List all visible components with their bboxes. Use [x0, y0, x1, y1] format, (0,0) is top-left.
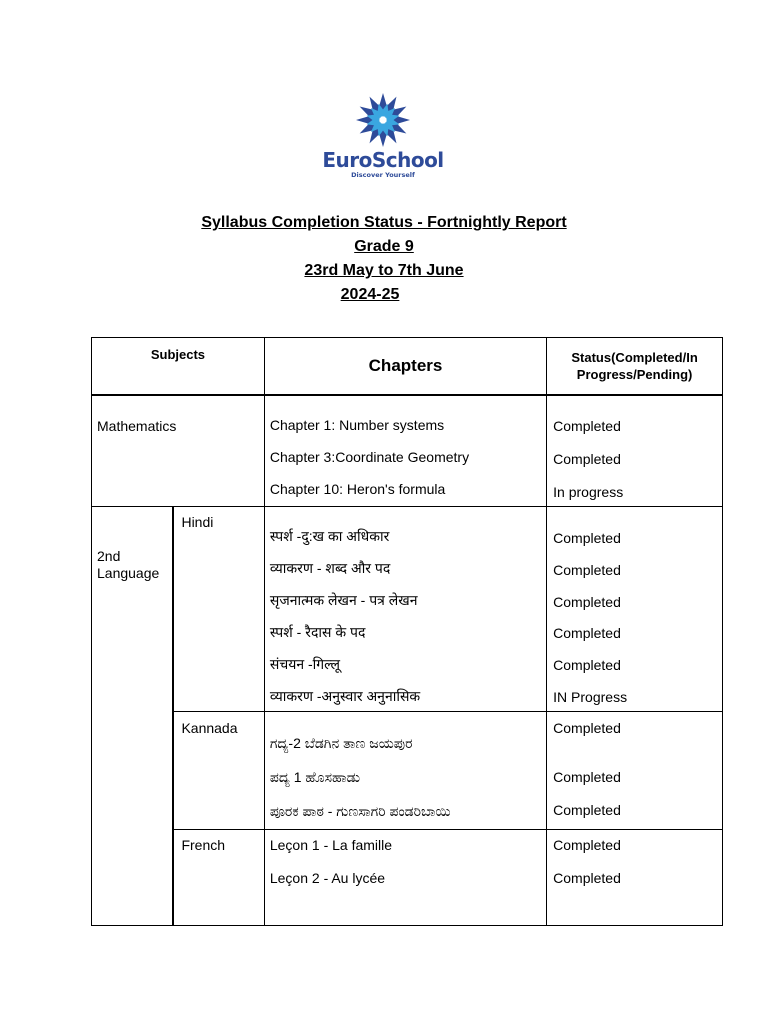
- report-year: 2024-25: [340, 286, 400, 303]
- status-text: Completed: [553, 451, 621, 467]
- status-text: Completed: [553, 769, 621, 785]
- status-text: Completed: [553, 657, 621, 673]
- status-cell: [547, 712, 723, 830]
- chapters-cell: [264, 712, 546, 830]
- language-french: French: [181, 837, 226, 853]
- list-item: Chapter 3:Coordinate Geometry: [269, 449, 470, 465]
- language-cell: [173, 830, 264, 926]
- table-row: [92, 507, 723, 712]
- table-row: [92, 830, 723, 926]
- status-text: Completed: [553, 720, 621, 736]
- euroschool-logo: [318, 92, 448, 187]
- list-item: ಗದ್ಯ-2 ಬೆಡಗಿನ ತಾಣ ಜಯಪುರ: [269, 735, 413, 751]
- list-item: व्याकरण -अनुस्वार अनुनासिक: [269, 688, 421, 704]
- report-period: 23rd May to 7th June: [304, 262, 464, 279]
- chapters-cell: [264, 830, 546, 926]
- status-text: Completed: [553, 625, 621, 641]
- report-title: Syllabus Completion Status - Fortnightly Report: [201, 214, 567, 231]
- header-status: [547, 338, 723, 396]
- logo-tagline: Discover Yourself: [351, 171, 415, 179]
- list-item: Chapter 1: Number systems: [269, 417, 445, 433]
- language-cell: [173, 507, 264, 712]
- second-language-label-1: 2nd: [97, 548, 121, 564]
- subject-cell: [92, 395, 265, 507]
- syllabus-table: [91, 337, 723, 926]
- second-language-cell: [92, 507, 174, 926]
- language-hindi: Hindi: [181, 514, 214, 530]
- status-cell: [547, 830, 723, 926]
- logo-brand-name: EuroSchool: [322, 148, 444, 172]
- subject-mathematics: Mathematics: [97, 418, 177, 434]
- star-flower-icon: [353, 92, 413, 148]
- header-subjects: Subjects: [92, 338, 265, 396]
- status-cell: [547, 395, 723, 507]
- status-text: Completed: [553, 802, 621, 818]
- list-item: ಪೂರಕ ಪಾಠ - ಗುಣಸಾಗರಿ ಪಂಡರಿಬಾಯಿ: [269, 803, 451, 819]
- status-text: Completed: [553, 562, 621, 578]
- list-item: सृजनात्मक लेखन - पत्र लेखन: [269, 592, 418, 608]
- list-item: स्पर्श -दु:ख का अधिकार: [269, 528, 390, 544]
- table-row: [92, 712, 723, 830]
- status-text: Completed: [553, 594, 621, 610]
- status-text: Completed: [553, 837, 621, 853]
- list-item: Leçon 2 - Au lycée: [269, 870, 386, 886]
- status-text: In progress: [553, 484, 624, 500]
- second-language-label-2: Language: [97, 565, 160, 581]
- list-item: स्पर्श - रैदास के पद: [269, 624, 366, 640]
- header-chapters: Chapters: [264, 338, 546, 396]
- report-grade: Grade 9: [354, 238, 414, 255]
- status-text: Completed: [553, 418, 621, 434]
- language-kannada: Kannada: [181, 720, 238, 736]
- chapters-cell: [264, 395, 546, 507]
- list-item: संचयन -गिल्लू: [269, 656, 340, 672]
- list-item: Leçon 1 - La famille: [269, 837, 393, 853]
- table-header-row: [92, 338, 723, 396]
- list-item: ಪದ್ಯ 1 ಹೊಸಹಾಡು: [269, 769, 361, 785]
- table-row: [92, 395, 723, 507]
- header-status-line1: Status(Completed/In: [571, 350, 698, 365]
- status-text: IN Progress: [553, 689, 628, 705]
- chapters-cell: [264, 507, 546, 712]
- list-item: Chapter 10: Heron's formula: [269, 481, 446, 497]
- status-text: Completed: [553, 530, 621, 546]
- header-status-line2: Progress/Pending): [576, 367, 693, 382]
- list-item: व्याकरण - शब्द और पद: [269, 560, 391, 576]
- language-cell: [173, 712, 264, 830]
- report-heading: [0, 211, 768, 307]
- status-cell: [547, 507, 723, 712]
- status-text: Completed: [553, 870, 621, 886]
